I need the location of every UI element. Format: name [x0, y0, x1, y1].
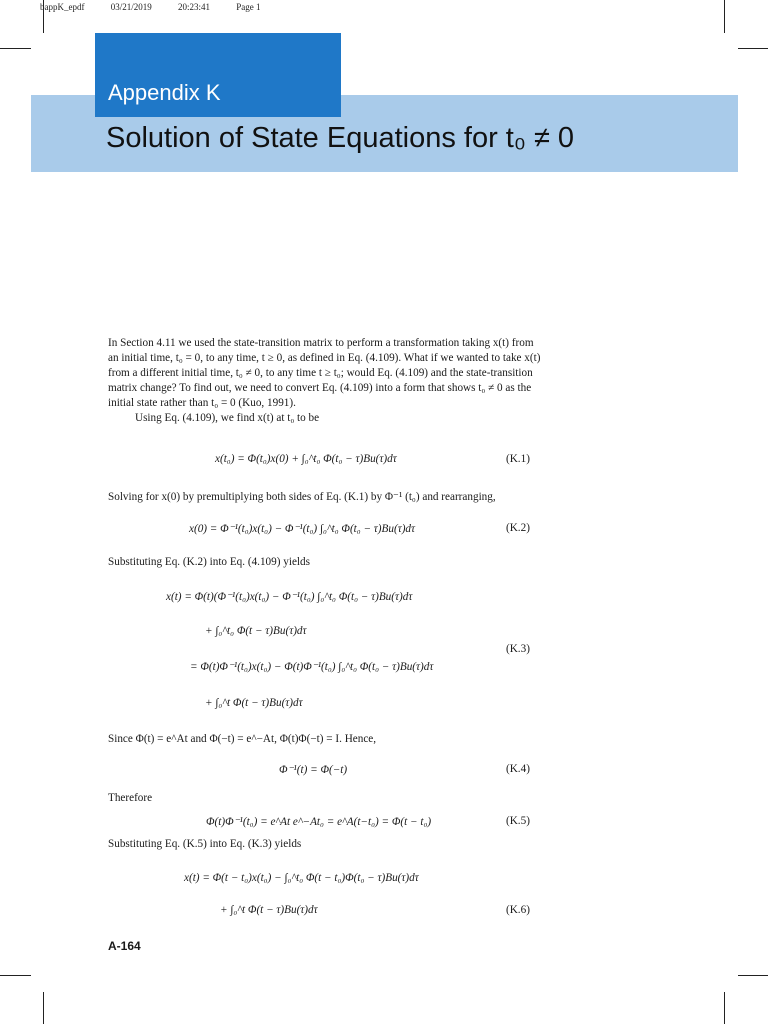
substituting-paragraph-1: Substituting Eq. (K.2) into Eq. (4.109) yields	[108, 556, 310, 568]
crop-mark-top-right-h	[738, 48, 768, 49]
equation-k3-line: x(t) = Φ(t)(Φ⁻¹(t₀)x(t₀) − Φ⁻¹(t₀) ∫₀^t₀ Φ(t₀ − τ)Bu(τ)dτ	[166, 591, 413, 603]
appendix-label: Appendix K	[108, 80, 221, 105]
slug-page: Page 1	[236, 2, 261, 12]
equation-k4: Φ⁻¹(t) = Φ(−t)	[279, 764, 348, 776]
equation-k6-line: x(t) = Φ(t − t₀)x(t₀) − ∫₀^t₀ Φ(t − t₀)Φ(t₀ − τ)Bu(τ)dτ	[184, 872, 419, 884]
crop-mark-bottom-left-h	[0, 975, 31, 976]
equation-number-k1: (K.1)	[506, 453, 530, 465]
slug-time: 20:23:41	[178, 2, 211, 12]
intro-line: an initial time, t₀ = 0, to any time, t ≥ 0, as defined in Eq. (4.109). What if we wanted to take x(t)	[108, 352, 541, 364]
equation-k2: x(0) = Φ⁻¹(t₀)x(t₀) − Φ⁻¹(t₀) ∫₀^t₀ Φ(t₀ − τ)Bu(τ)dτ	[189, 523, 416, 535]
page-number: A-164	[108, 939, 141, 953]
since-paragraph: Since Φ(t) = e^At and Φ(−t) = e^−At, Φ(t)Φ(−t) = I. Hence,	[108, 733, 377, 745]
slug-date: 03/21/2019	[110, 2, 152, 12]
equation-k5: Φ(t)Φ⁻¹(t₀) = e^At e^−At₀ = e^A(t−t₀) = Φ(t − t₀)	[206, 816, 432, 828]
chapter-title: Solution of State Equations for t₀ ≠ 0	[106, 122, 575, 154]
slug-file: bappK_epdf	[40, 2, 85, 12]
print-slug	[40, 2, 285, 12]
equation-k3-line: + ∫₀^t Φ(t − τ)Bu(τ)dτ	[205, 697, 303, 709]
intro-line: from a different initial time, t₀ ≠ 0, to any time t ≥ t₀; would Eq. (4.109) and the state-transition	[108, 367, 533, 379]
substituting-paragraph-2: Substituting Eq. (K.5) into Eq. (K.3) yields	[108, 838, 302, 850]
intro-line: initial state rather than t₀ = 0 (Kuo, 1991).	[108, 397, 296, 409]
therefore-paragraph: Therefore	[108, 792, 153, 804]
equation-k6-line: + ∫₀^t Φ(t − τ)Bu(τ)dτ	[220, 904, 318, 916]
equation-number-k2: (K.2)	[506, 522, 530, 534]
intro-line: matrix change? To find out, we need to convert Eq. (4.109) into a form that shows t₀ ≠ 0 as the	[108, 382, 532, 394]
equation-k3-line: = Φ(t)Φ⁻¹(t₀)x(t₀) − Φ(t)Φ⁻¹(t₀) ∫₀^t₀ Φ(t₀ − τ)Bu(τ)dτ	[190, 661, 434, 673]
crop-mark-top-left-h	[0, 48, 31, 49]
crop-mark-bottom-right-h	[738, 975, 768, 976]
equation-number-k4: (K.4)	[506, 763, 530, 775]
equation-number-k3: (K.3)	[506, 643, 530, 655]
solving-paragraph: Solving for x(0) by premultiplying both sides of Eq. (K.1) by Φ⁻¹ (t₀) and rearranging,	[108, 491, 496, 503]
equation-number-k6: (K.6)	[506, 904, 530, 916]
crop-mark-bottom-left-v	[43, 992, 44, 1024]
crop-mark-top-right-v	[724, 0, 725, 33]
equation-number-k5: (K.5)	[506, 815, 530, 827]
equation-k3-line: + ∫₀^t₀ Φ(t − τ)Bu(τ)dτ	[205, 625, 307, 637]
intro-line: In Section 4.11 we used the state-transition matrix to perform a transformation taking x(t) from	[108, 337, 534, 349]
using-paragraph: Using Eq. (4.109), we find x(t) at t₀ to be	[135, 412, 320, 424]
crop-mark-bottom-right-v	[724, 992, 725, 1024]
equation-k1: x(t₀) = Φ(t₀)x(0) + ∫₀^t₀ Φ(t₀ − τ)Bu(τ)dτ	[215, 453, 397, 465]
